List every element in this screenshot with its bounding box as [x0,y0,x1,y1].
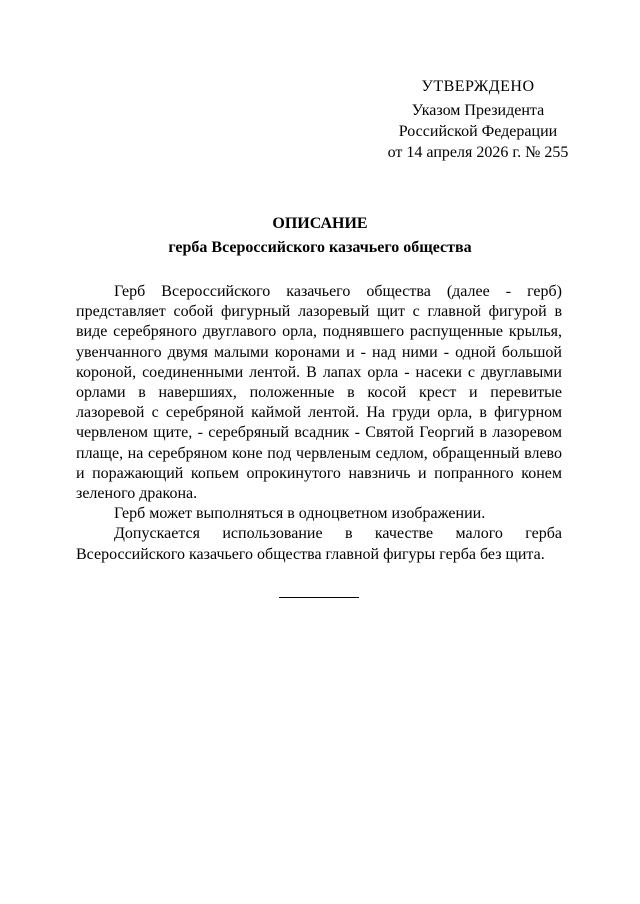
document-body [76,282,562,565]
paragraph-monochrome: Герб может выполняться в одноцветном изображении. [114,505,486,523]
paragraph-description: Герб Всероссийского казачьего общества (далее - герб) представляет собой фигурный лазоревый щит с главной фигурой в виде серебряного двуглавого орла, поднявшего распущенные крылья, увенчанного двумя малыми коронами и - над ними - одной большой короной, соединенными лентой. В лапах орла - насеки с двуглавыми орлами в навершиях, положенные в косой крест и перевитые лазоревой с серебряной каймой лентой. На груди орла, в фигурном червленом щите, - серебряный всадник - Святой Георгий в лазоревом плаще, на серебряном коне под червленым седлом, обращенный влево и поражающий копьем опрокинутого навзничь и попранного конем зеленого дракона. [76,283,562,503]
end-divider-line [279,597,359,598]
approval-issuer: Указом Президента [411,102,545,119]
approval-block [360,76,596,163]
approval-country: Российской Федерации [398,123,558,140]
document-subtitle: герба Всероссийского казачьего общества [168,239,472,256]
document-title: ОПИСАНИЕ [272,215,368,232]
paragraph-small-emblem: Допускается использование в качестве малого герба Всероссийского казачьего общества главной фигуры герба без щита. [76,525,562,563]
approval-date-number: от 14 апреля 2026 г. № 255 [387,144,569,161]
approval-stamp: УТВЕРЖДЕНО [421,78,535,95]
